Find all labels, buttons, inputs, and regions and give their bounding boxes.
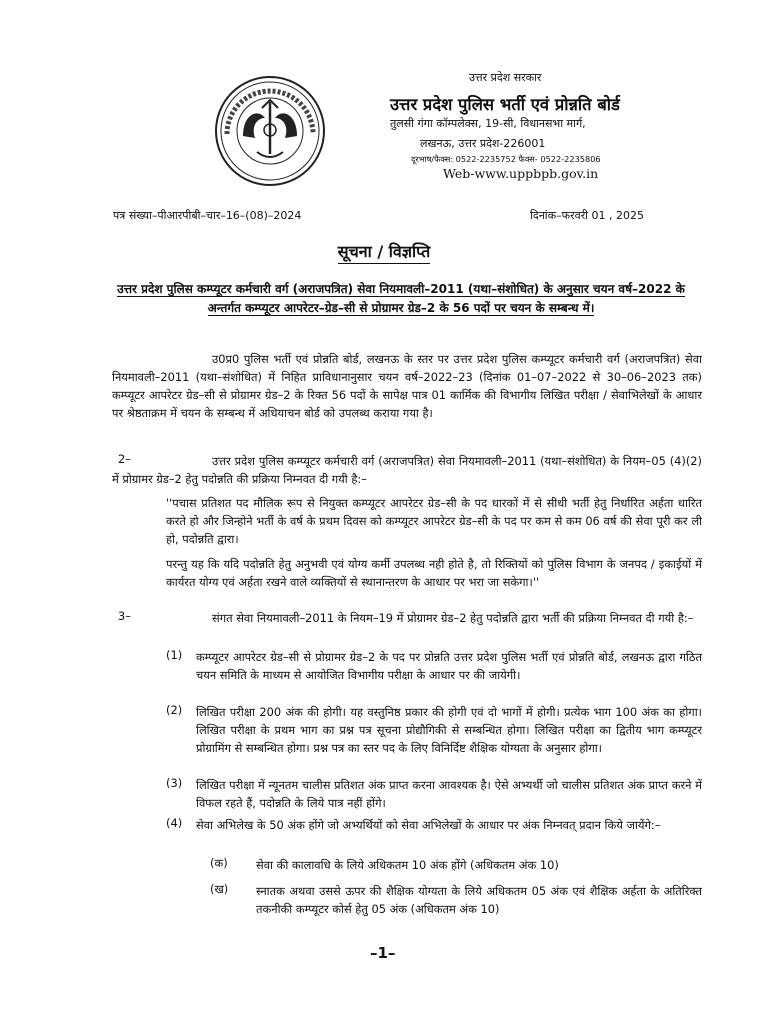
item-2-number: (2) [166, 703, 183, 717]
notice-subject: उत्तर प्रदेश पुलिस कम्प्यूटर कर्मचारी वर्ग (अराजपत्रित) सेवा नियमावली–2011 (यथा–संशोधित) के अनुसार चयन वर्ष–2022 के अन्तर्गत कम्प्यूटर आपरेटर–ग्रेड–सी से प्रोग्रामर ग्रेड–2 के 56 पदों पर चयन के सम्बन्ध में। [117, 282, 685, 315]
letter-number: पत्र संख्या–पीआरपीबी–चार–16–(08)–2024 [113, 209, 302, 222]
paragraph-2: उत्तर प्रदेश पुलिस कम्प्यूटर कर्मचारी वर्ग (अराजपत्रित) सेवा नियमावली–2011 (यथा–संशोधित) के नियम–05 (4)(2) में प्रोग्रामर ग्रेड–2 हेतु पदोन्नति की प्रक्रिया निम्नवत दी गयी है:– [112, 454, 702, 486]
item-1: कम्प्यूटर आपरेटर ग्रेड–सी से प्रोग्रामर ग्रेड–2 के पद पर प्रोन्नति उत्तर प्रदेश पुलिस भर्ती एवं प्रोन्नति बोर्ड, लखनऊ द्वारा गठित चयन समिति के माध्यम से आयोजित विभागीय परीक्षा के आधार पर की जायेगी। [196, 650, 702, 682]
board-name: उत्तर प्रदेश पुलिस भर्ती एवं प्रोन्नति बोर्ड [390, 95, 620, 114]
item-3: लिखित परीक्षा में न्यूनतम चालीस प्रतिशत अंक प्राप्त करना आवश्यक है। ऐसे अभ्यर्थी जो चालीस प्रतिशत अंक प्राप्त करने में विफल रहते हैं, पदोन्नति के लिये पात्र नहीं होंगे। [196, 778, 702, 810]
board-seal-logo [213, 74, 327, 188]
item-1-number: (1) [166, 648, 183, 662]
quote-2: परन्तु यह कि यदि पदोन्नति हेतु अनुभवी एवं योग्य कर्मी उपलब्ध नही होते है, तो रिक्तियों को पुलिस विभाग के जनपद / इकाईयों में कार्यरत योग्य एवं अर्हता रखने वाले व्यक्तियों से स्थानान्तरण के आधार पर भरा जा सकेगा।'' [166, 557, 702, 589]
letter-date: दिनांक–फरवरी 01 , 2025 [530, 209, 645, 222]
subitem-ka-number: (क) [210, 856, 228, 870]
address-line-1: तुलसी गंगा कॉम्पलेक्स, 19-सी, विधानसभा मार्ग, [390, 117, 586, 130]
page-number: –1– [370, 944, 396, 962]
address-line-2: लखनऊ, उत्तर प्रदेश-226001 [420, 137, 546, 150]
government-label: उत्तर प्रदेश सरकार [469, 71, 542, 84]
paragraph-3: संगत सेवा नियमावली–2011 के नियम–19 में प्रोग्रामर ग्रेड–2 हेतु पदोन्नति द्वारा भर्ती की प्रक्रिया निम्नवत दी गयी है:– [212, 611, 694, 625]
item-3-number: (3) [166, 776, 183, 790]
subitem-ka: सेवा की कालावधि के लिये अधिकतम 10 अंक होंगे (अधिकतम अंक 10) [256, 858, 559, 872]
paragraph-2-number: 2– [118, 452, 131, 466]
paragraph-3-number: 3– [118, 609, 131, 623]
website-link[interactable]: Web-www.uppbpb.gov.in [443, 166, 599, 181]
subitem-kha-number: (ख) [210, 882, 229, 896]
item-2: लिखित परीक्षा 200 अंक की होगी। यह वस्तुनिष्ठ प्रकार की होगी एवं दो भागों में होगी। प्रत्येक भाग 100 अंक का होगा। लिखित परीक्षा के प्रथम भाग का प्रश्न पत्र सूचना प्रोद्यौगिकी से सम्बन्धित होगा। लिखित परीक्षा का द्वितीय भाग कम्प्यूटर प्रोग्रामिंग से सम्बन्धित होगा। प्रश्न पत्र का स्तर पद के लिए विनिर्दिष्ट शैक्षिक योग्यता के अनुसार होगा। [196, 705, 702, 755]
paragraph-1: उ0प्र0 पुलिस भर्ती एवं प्रोन्नति बोर्ड, लखनऊ के स्तर पर उत्तर प्रदेश पुलिस कम्प्यूटर कर्मचारी वर्ग (अराजपत्रित) सेवा नियमावली–2011 (यथा–संशोधित) में निहित प्राविधानानुसार चयन वर्ष–2022–23 (दिनांक 01–07–2022 से 30–06–2023 तक) कम्प्यूटर आपरेटर ग्रेड–सी से प्रोग्रामर ग्रेड–2 के रिक्त 56 पदों के सापेक्ष पात्र 01 कार्मिक की विभागीय लिखित परीक्षा / सेवाभिलेखों के आधार पर श्रेष्ठताक्रम में चयन के सम्बन्ध में अधियाचन बोर्ड को उपलब्ध कराया गया है। [112, 352, 702, 420]
item-4-number: (4) [166, 816, 183, 830]
quote-1: ''पचास प्रतिशत पद मौलिक रूप से नियुक्त कम्प्यूटर आपरेटर ग्रेड–सी के पद धारकों में से सीधी भर्ती हेतु निर्धारित अर्हता धारित करते हो और जिन्होने भर्ती के वर्ष के प्रथम दिवस को कम्प्यूटर आपरेटर ग्रेड–सी के पद पर कम से कम 06 वर्ष की सेवा पूरी कर ली हो, पदोन्नति द्वारा। [166, 496, 702, 546]
phone-fax: दूरभाष/फैक्स: 0522-2235752 फैक्स- 0522-2235806 [411, 154, 601, 164]
subitem-kha: स्नातक अथवा उससे ऊपर की शैक्षिक योग्यता के लिये अधिकतम 05 अंक एवं शैक्षिक अर्हता के अतिरिक्त तकनीकी कम्प्यूटर कोर्स हेतु 05 अंक (अधिकतम अंक 10) [256, 884, 702, 916]
item-4: सेवा अभिलेख के 50 अंक होंगे जो अभ्यर्थियों को सेवा अभिलेखों के आधार पर अंक निम्नवत् प्रदान किये जायेंगे:– [196, 818, 661, 832]
notice-title: सूचना / विज्ञप्ति [0, 240, 768, 262]
